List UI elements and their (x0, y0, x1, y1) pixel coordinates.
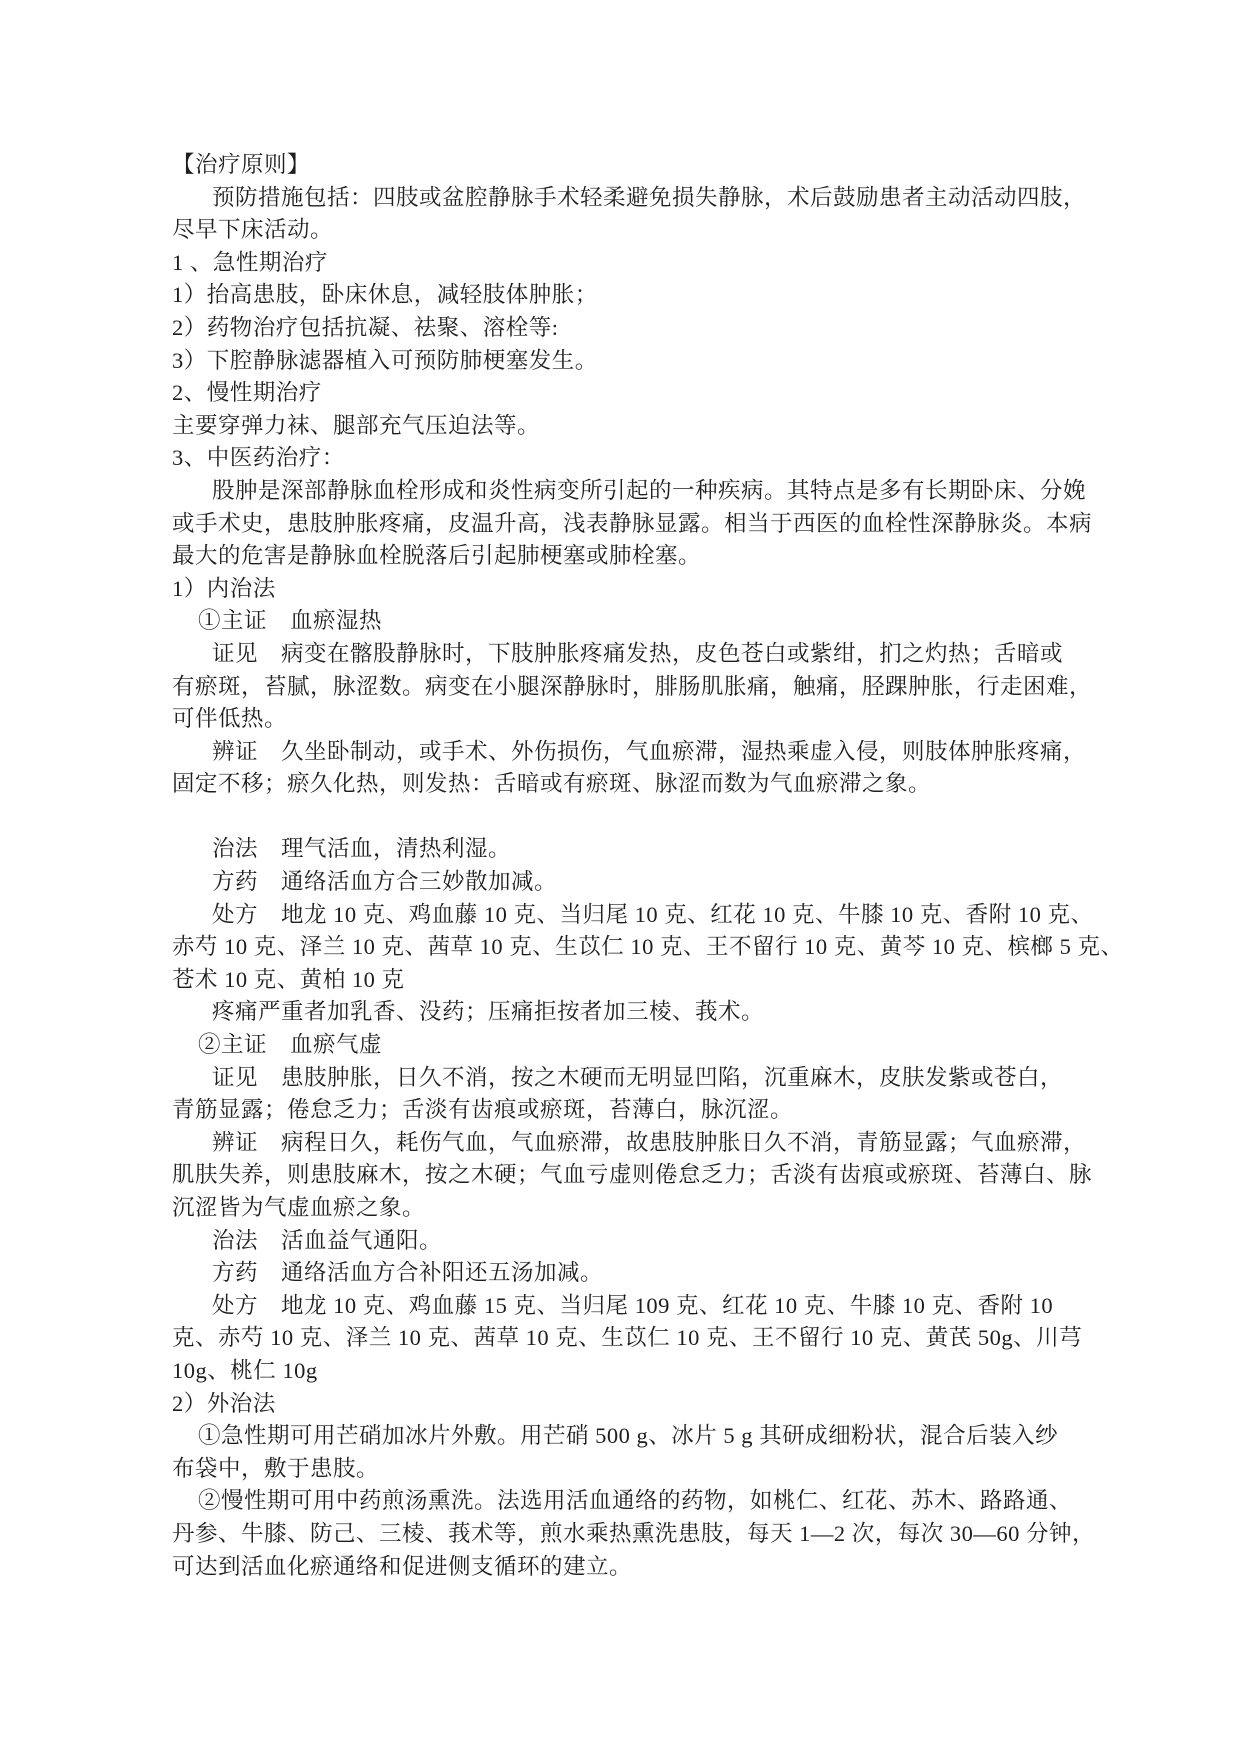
text-line: 1）抬高患肢，卧床休息，减轻肢体肿胀； (172, 282, 598, 308)
text-line: 辨证 病程日久，耗伤气血，气血瘀滞，故患肢肿胀日久不消，青筋显露；气血瘀滞， (212, 1129, 1087, 1155)
text-line: 可伴低热。 (172, 706, 288, 732)
text-line: 最大的危害是静脉血栓脱落后引起肺梗塞或肺栓塞。 (172, 543, 702, 569)
text-line: 沉涩皆为气虚血瘀之象。 (172, 1195, 426, 1220)
text-line: 预防措施包括：四肢或盆腔静脉手术轻柔避免损失静脉，术后鼓励患者主动活动四肢， (212, 184, 1087, 210)
text-line: 可达到活血化瘀通络和促进侧支循环的建立。 (172, 1553, 633, 1579)
text-line: 丹参、牛膝、防己、三棱、莪术等，煎水乘热熏洗患肢，每天 1—2 次，每次 30—60 分钟， (172, 1520, 1096, 1546)
text-line: 处方 地龙 10 克、鸡血藤 15 克、当归尾 109 克、红花 10 克、牛膝 10 克、香附 10 (212, 1292, 1054, 1318)
text-line: 2、慢性期治疗 (172, 380, 322, 406)
text-line: 赤芍 10 克、泽兰 10 克、茜草 10 克、生苡仁 10 克、王不留行 10 克、黄芩 10 克、槟榔 5 克、 (172, 934, 1124, 960)
text-line: 1）内治法 (172, 575, 276, 601)
text-line: 疼痛严重者加乳香、没药；压痛拒按者加三棱、莪术。 (212, 999, 765, 1025)
text-line: 布袋中，敷于患肢。 (172, 1455, 380, 1481)
text-line: 肌肤失养，则患肢麻木，按之木硬；气血亏虚则倦怠乏力；舌淡有齿痕或瘀斑、苔薄白、脉 (172, 1162, 1093, 1188)
text-line: 【治疗原则】 (172, 152, 311, 177)
text-line: 主要穿弹力袜、腿部充气压迫法等。 (172, 412, 541, 438)
text-line: ①急性期可用芒硝加冰片外敷。用芒硝 500 g、冰片 5 g 其研成细粉状，混合后装入纱 (198, 1423, 1059, 1449)
text-line: 有瘀斑，苔腻，脉涩数。病变在小腿深静脉时，腓肠肌胀痛，触痛，胫踝肿胀，行走困难， (172, 673, 1093, 699)
text-line: ②慢性期可用中药煎汤熏洗。法选用活血通络的药物，如桃仁、红花、苏木、路路通、 (198, 1488, 1073, 1514)
text-line: 2）外治法 (172, 1390, 276, 1416)
text-line: 方药 通络活血方合补阳还五汤加减。 (212, 1260, 604, 1286)
text-line: ②主证 血瘀气虚 (198, 1032, 383, 1058)
text-line: ①主证 血瘀湿热 (198, 608, 383, 634)
text-line: 证见 病变在髂股静脉时，下肢肿胀疼痛发热，皮色苍白或紫绀，扪之灼热；舌暗或 (212, 640, 1064, 666)
text-line: 治法 活血益气通阳。 (212, 1227, 443, 1253)
text-line: 固定不移；瘀久化热，则发热：舌暗或有瘀斑、脉涩而数为气血瘀滞之象。 (172, 771, 932, 797)
text-line: 处方 地龙 10 克、鸡血藤 10 克、当归尾 10 克、红花 10 克、牛膝 10 克、香附 10 克、 (212, 901, 1094, 927)
text-line: 证见 患肢肿胀，日久不消，按之木硬而无明显凹陷，沉重麻木，皮肤发紫或苍白， (212, 1064, 1064, 1090)
text-line: 股肿是深部静脉血栓形成和炎性病变所引起的一种疾病。其特点是多有长期卧床、分娩 (212, 477, 1087, 503)
text-line: 或手术史，患肢肿胀疼痛，皮温升高，浅表静脉显露。相当于西医的血栓性深静脉炎。本病 (172, 510, 1093, 536)
text-line: 3）下腔静脉滤器植入可预防肺梗塞发生。 (172, 347, 598, 373)
text-line: 方药 通络活血方合三妙散加减。 (212, 869, 558, 895)
text-line: 3、中医药治疗： (172, 445, 345, 471)
text-line: 克、赤芍 10 克、泽兰 10 克、茜草 10 克、生苡仁 10 克、王不留行 10 克、黄芪 50g、川芎 (172, 1325, 1083, 1351)
text-line: 苍术 10 克、黄柏 10 克 (172, 966, 405, 992)
text-line: 1 、急性期治疗 (172, 249, 328, 275)
text-line: 青筋显露；倦怠乏力；舌淡有齿痕或瘀斑，苔薄白，脉沉涩。 (172, 1097, 794, 1123)
text-line: 辨证 久坐卧制动，或手术、外伤损伤，气血瘀滞，湿热乘虚入侵，则肢体肿胀疼痛， (212, 738, 1087, 764)
text-line: 治法 理气活血，清热利湿。 (212, 836, 512, 862)
text-line: 尽早下床活动。 (172, 217, 334, 243)
text-block (172, 149, 1132, 1583)
text-line: 2）药物治疗包括抗凝、祛聚、溶栓等: (172, 314, 559, 340)
text-line: 10g、桃仁 10g (172, 1357, 318, 1383)
blank-line (172, 801, 1132, 834)
